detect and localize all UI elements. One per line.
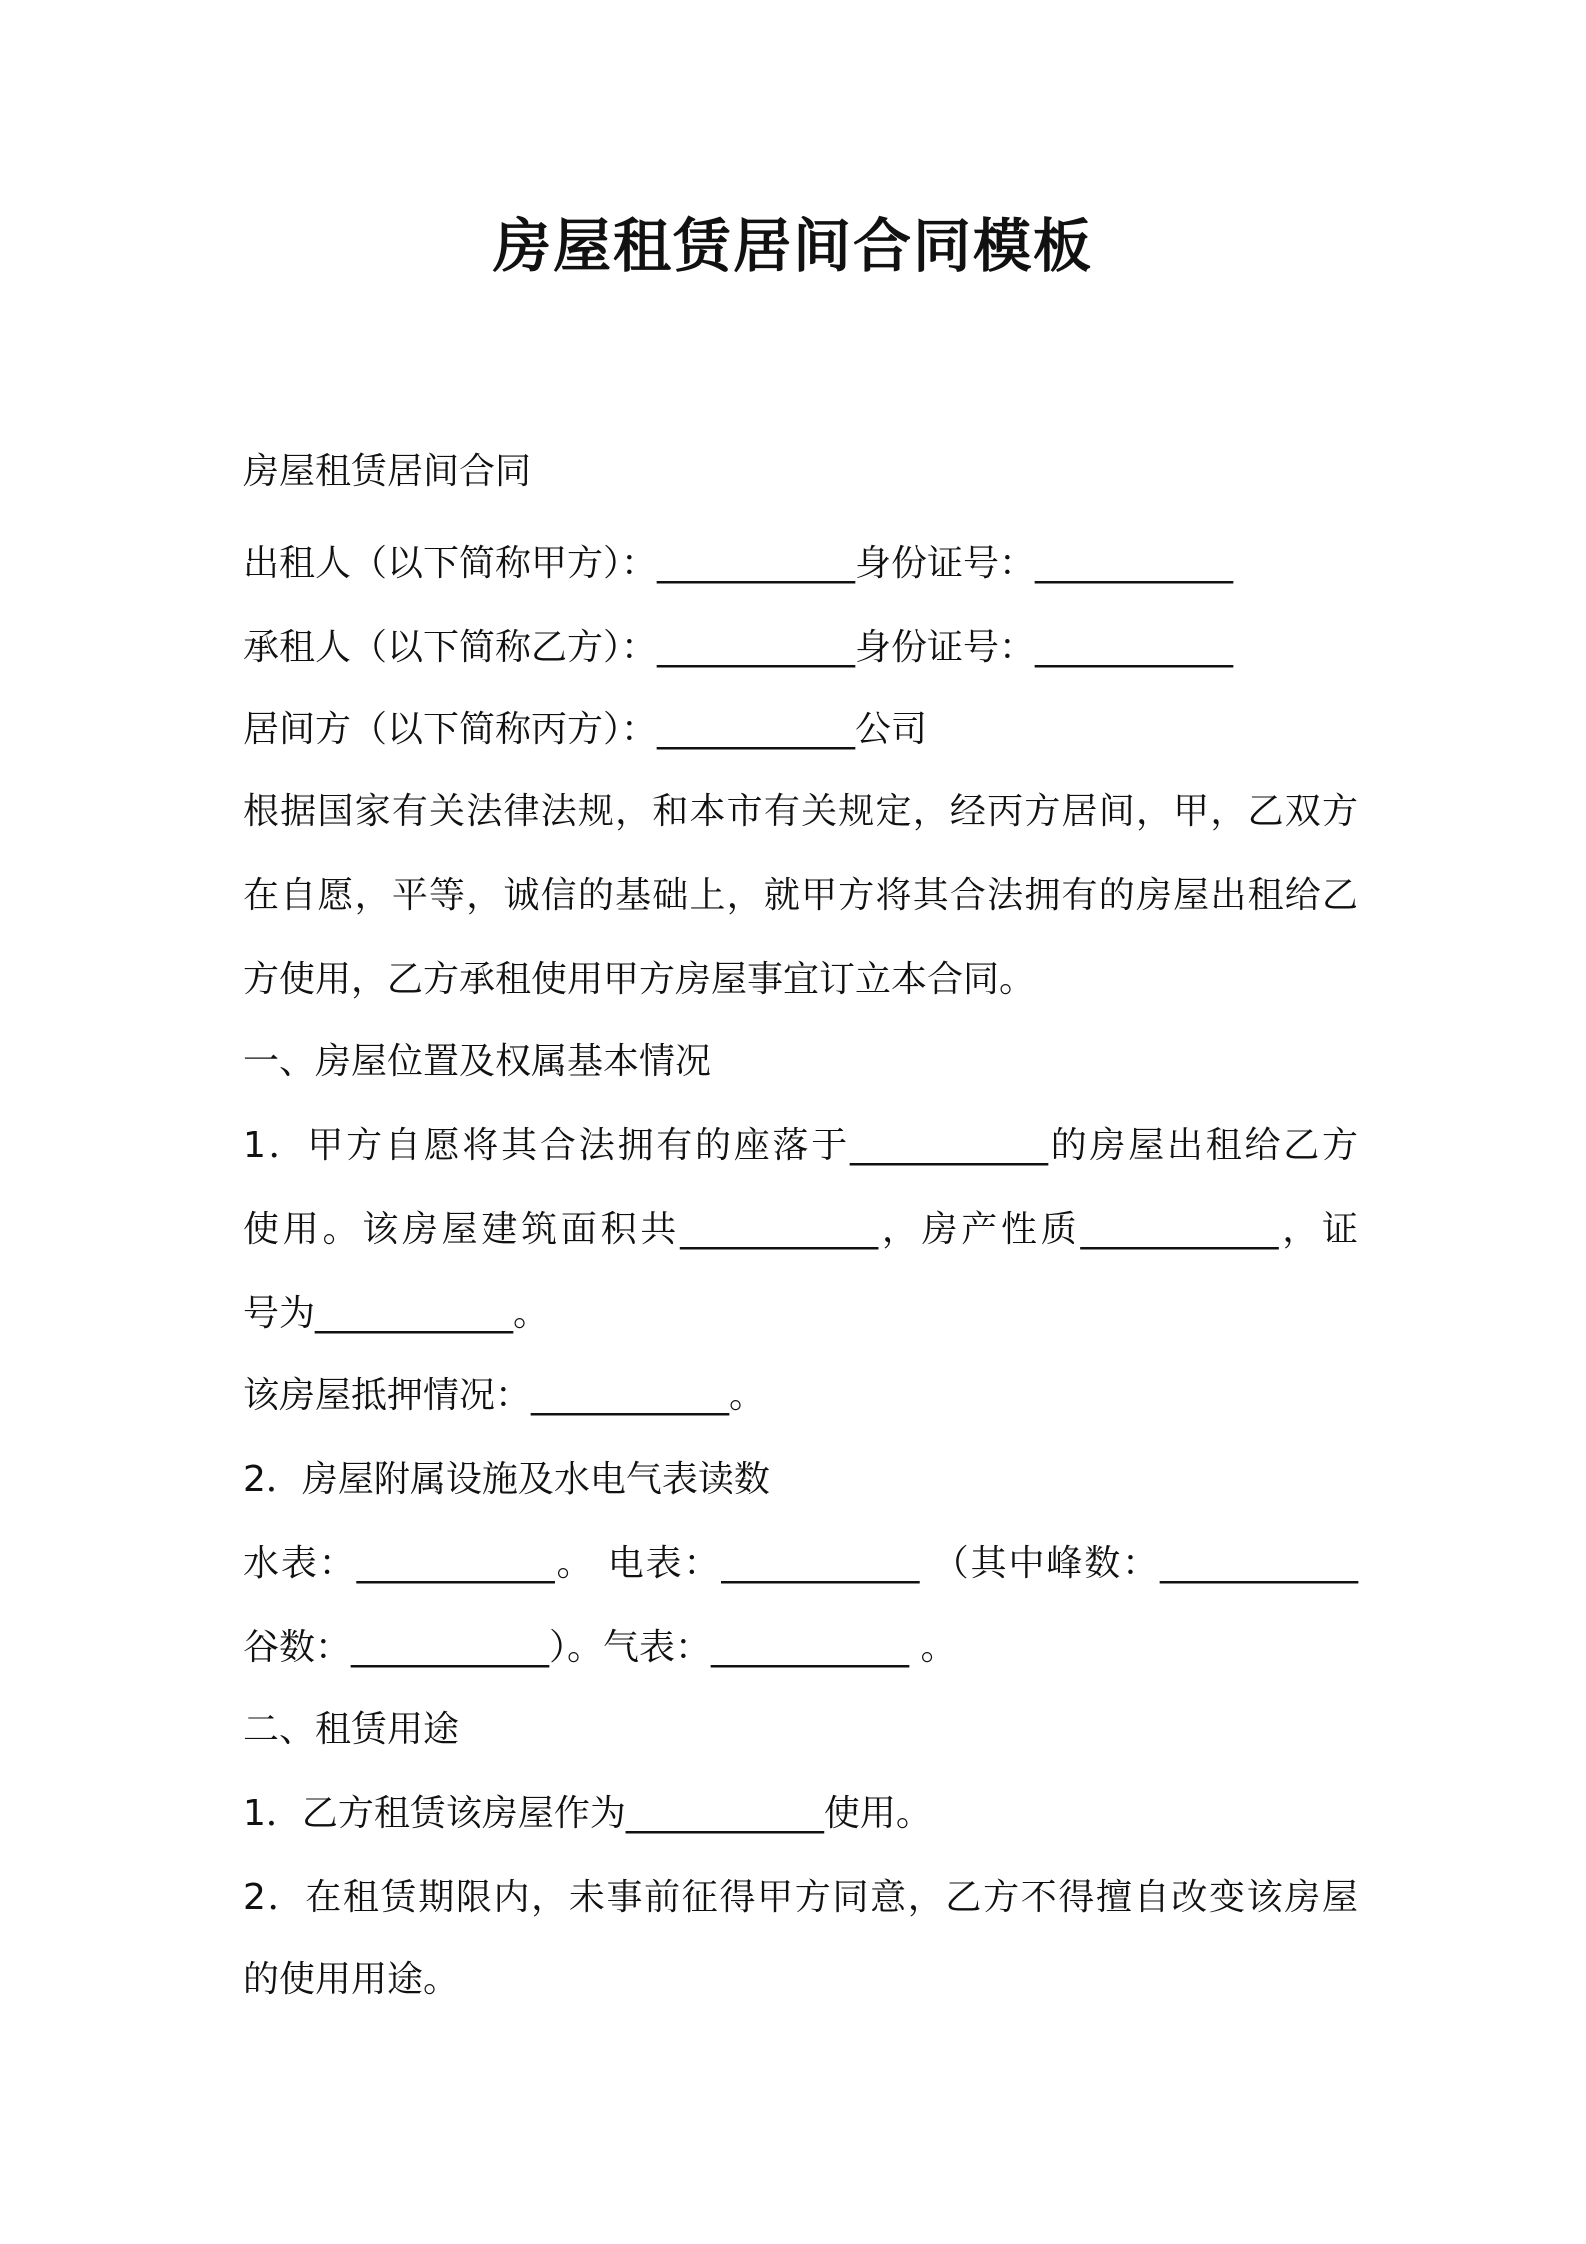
contract-subtitle: 房屋租赁居间合同 (243, 451, 532, 492)
meter-readings-line-1: 水表：___________。 电表：___________ （其中峰数：___________ (243, 1543, 1358, 1584)
mortgage-status-line: 该房屋抵押情况：___________。 (243, 1375, 766, 1416)
party-c-line: 居间方（以下简称丙方）：___________公司 (243, 709, 928, 750)
clause-2-1: 1．乙方租赁该房屋作为___________使用。 (243, 1793, 932, 1834)
clause-1-1-line-2: 使用。该房屋建筑面积共___________，房产性质___________，证 (243, 1209, 1358, 1250)
meter-readings-line-2: 谷数：___________）。气表：___________ 。 (243, 1627, 957, 1668)
clause-2-2-line-1: 2．在租赁期限内，未事前征得甲方同意，乙方不得擅自改变该房屋 (243, 1877, 1358, 1918)
clause-1-1-line-1: 1．甲方自愿将其合法拥有的座落于___________的房屋出租给乙方 (243, 1125, 1358, 1166)
clause-1-1-line-3: 号为___________。 (243, 1293, 550, 1334)
party-a-line: 出租人（以下简称甲方）：___________身份证号：___________ (243, 543, 1234, 584)
preamble-line-1: 根据国家有关法律法规，和本市有关规定，经丙方居间，甲，乙双方 (243, 791, 1358, 832)
party-b-line: 承租人（以下简称乙方）：___________身份证号：___________ (243, 627, 1234, 668)
section-1-heading: 一、房屋位置及权属基本情况 (243, 1041, 712, 1082)
clause-1-2-heading: 2．房屋附属设施及水电气表读数 (243, 1459, 770, 1500)
document-title: 房屋租赁居间合同模板 (492, 212, 1093, 280)
clause-2-2-line-2: 的使用用途。 (243, 1959, 460, 2000)
preamble-line-3: 方使用，乙方承租使用甲方房屋事宜订立本合同。 (243, 959, 1036, 1000)
preamble-line-2: 在自愿，平等，诚信的基础上，就甲方将其合法拥有的房屋出租给乙 (243, 875, 1358, 916)
section-2-heading: 二、租赁用途 (243, 1709, 460, 1750)
